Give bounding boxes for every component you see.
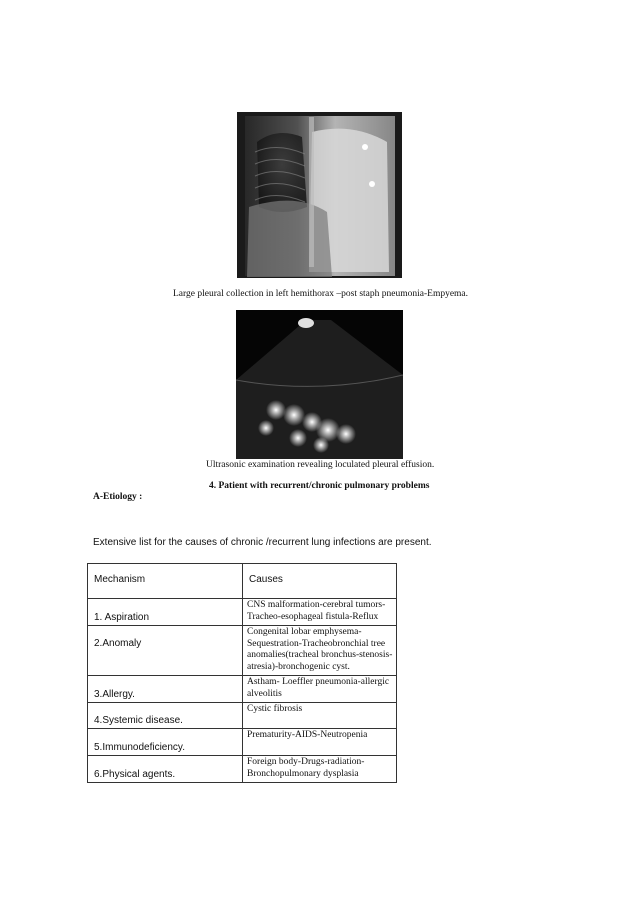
mechanism-cell: 5.Immunodeficiency. xyxy=(88,729,243,756)
causes-cell: Cystic fibrosis xyxy=(243,703,397,729)
mechanism-cell: 2.Anomaly xyxy=(88,626,243,676)
xray-caption: Large pleural collection in left hemithorax –post staph pneumonia-Empyema. xyxy=(173,289,469,299)
header-mechanism: Mechanism xyxy=(88,564,243,599)
section-heading: 4. Patient with recurrent/chronic pulmonary problems xyxy=(209,481,430,491)
table-row xyxy=(88,729,397,756)
causes-cell: Foreign body-Drugs-radiation- Bronchopulmonary dysplasia xyxy=(243,756,397,783)
causes-cell: CNS malformation-cerebral tumors- Tracheo-esophageal fistula-Reflux xyxy=(243,599,397,626)
table-row xyxy=(88,703,397,729)
etiology-subheading: A-Etiology : xyxy=(93,492,143,502)
table-row xyxy=(88,676,397,703)
ultrasound-graphic xyxy=(236,310,403,459)
ultrasound-caption: Ultrasonic examination revealing loculated pleural effusion. xyxy=(206,460,435,470)
chest-xray-image xyxy=(237,112,402,278)
table-header-row xyxy=(88,564,397,599)
mechanism-cell: 6.Physical agents. xyxy=(88,756,243,783)
ultrasound-image xyxy=(236,310,403,459)
chest-xray-graphic xyxy=(237,112,402,278)
table-row xyxy=(88,599,397,626)
mechanism-cell: 4.Systemic disease. xyxy=(88,703,243,729)
mechanism-cell: 1. Aspiration xyxy=(88,599,243,626)
causes-cell: Prematurity-AIDS-Neutropenia xyxy=(243,729,397,756)
table-row xyxy=(88,626,397,676)
intro-paragraph: Extensive list for the causes of chronic /recurrent lung infections are present. xyxy=(93,537,432,548)
mechanism-cell: 3.Allergy. xyxy=(88,676,243,703)
causes-cell: Astham- Loeffler pneumonia-allergic alveolitis xyxy=(243,676,397,703)
header-causes: Causes xyxy=(243,564,397,599)
causes-cell: Congenital lobar emphysema- Sequestration-Tracheobronchial tree anomalies(tracheal bronchus-stenosis-atresia)-bronchogenic cyst. xyxy=(243,626,397,676)
table-row xyxy=(88,756,397,783)
etiology-table xyxy=(87,563,397,783)
